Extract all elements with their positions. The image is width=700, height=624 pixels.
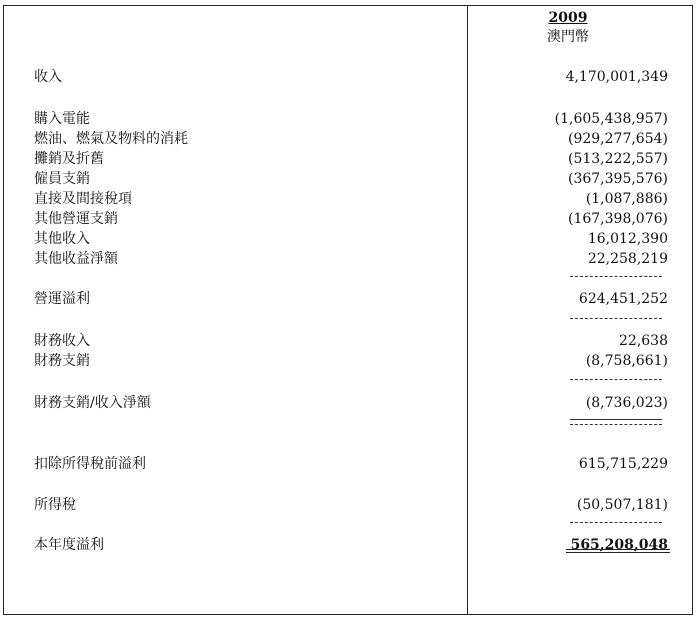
- value-finance-income: 22,638: [619, 333, 668, 349]
- label-other-income: 其他收入: [34, 231, 90, 247]
- label-finance-income: 財務收入: [34, 333, 90, 349]
- value-profit-before-tax: 615,715,229: [578, 456, 668, 472]
- value-other-income: 16,012,390: [587, 231, 668, 247]
- label-staff-costs: 僱員支銷: [34, 171, 90, 187]
- label-finance-costs-net: 財務支銷/收入淨額: [34, 395, 151, 411]
- subtotal-rule: [570, 276, 662, 277]
- total-rule-top: [566, 549, 670, 550]
- subtotal-rule: [570, 318, 662, 319]
- label-operating-profit: 營運溢利: [34, 291, 90, 307]
- label-profit-before-tax: 扣除所得稅前溢利: [34, 456, 146, 472]
- value-income-tax: (50,507,181): [576, 497, 668, 513]
- value-other-operating-costs: (167,398,076): [568, 211, 668, 227]
- value-revenue: 4,170,001,349: [565, 69, 668, 85]
- label-revenue: 收入: [34, 69, 62, 85]
- value-taxes: (1,087,886): [585, 191, 668, 207]
- subtotal-rule: [570, 379, 662, 380]
- value-operating-profit: 624,451,252: [578, 291, 668, 307]
- value-profit-for-year: 565,208,048: [570, 537, 668, 553]
- label-other-gains-net: 其他收益淨額: [34, 251, 118, 267]
- subtotal-rule: [570, 522, 662, 523]
- column-divider: [467, 5, 468, 615]
- total-rule-bottom: [566, 552, 670, 553]
- label-finance-costs: 財務支銷: [34, 353, 90, 369]
- label-other-operating-costs: 其他營運支銷: [34, 211, 118, 227]
- label-taxes: 直接及間接稅項: [34, 191, 132, 207]
- year-header: 2009: [548, 10, 588, 26]
- label-amortisation-depreciation: 攤銷及折舊: [34, 151, 104, 167]
- value-purchased-electricity: (1,605,438,957): [554, 111, 668, 127]
- double-rule-top: [570, 419, 662, 420]
- value-finance-costs: (8,758,661): [585, 353, 668, 369]
- label-purchased-electricity: 購入電能: [34, 111, 90, 127]
- label-income-tax: 所得稅: [34, 497, 76, 513]
- value-staff-costs: (367,395,576): [568, 171, 668, 187]
- statement-frame: [3, 5, 693, 615]
- value-other-gains-net: 22,258,219: [587, 251, 668, 267]
- value-fuel-consumption: (929,277,654): [568, 131, 668, 147]
- label-profit-for-year: 本年度溢利: [34, 537, 104, 553]
- double-rule-bottom: [570, 424, 662, 425]
- currency-header: 澳門幣: [547, 29, 589, 45]
- value-amortisation-depreciation: (513,222,557): [568, 151, 668, 167]
- value-finance-costs-net: (8,736,023): [585, 395, 668, 411]
- label-fuel-consumption: 燃油、燃氣及物料的消耗: [34, 131, 188, 147]
